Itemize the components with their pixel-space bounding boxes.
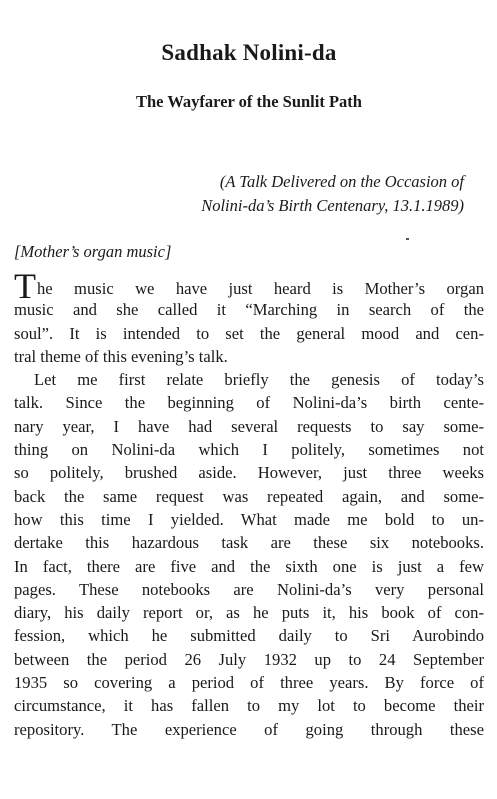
book-page [14, 0, 484, 799]
paragraph-2-line-7: how this time I yielded. What made me bold to un- [14, 509, 484, 529]
paragraph-2-line-4: thing on Nolini-da which I politely, sometimes not [14, 440, 484, 460]
paragraph-2-line-10: pages. These notebooks are Nolini-da’s very personal [14, 579, 484, 599]
print-speck [406, 238, 409, 240]
paragraph-1-line-4: tral theme of this evening’s talk. [14, 346, 228, 366]
paragraph-2-line-12: fession, which he submitted daily to Sri Aurobindo [14, 626, 484, 646]
occasion-note [14, 170, 464, 218]
paragraph-1-line-1: The music we have just heard is Mother’s organ [14, 266, 484, 306]
paragraph-1-line-3: soul”. It is intended to set the general mood and cen- [14, 323, 484, 343]
chapter-title: Sadhak Nolini-da [161, 40, 337, 65]
paragraph-2-line-3: nary year, I have had several requests to say some- [14, 416, 484, 436]
paragraph-1-line-2: music and she called it “Marching in search of the [14, 300, 484, 320]
occasion-line-2: Nolini-da’s Birth Centenary, 13.1.1989) [201, 196, 464, 215]
paragraph-2-line-11: diary, his daily report or, as he puts it, his book of con- [14, 603, 484, 623]
paragraph-2-line-1: Let me first relate briefly the genesis of today’s [34, 370, 484, 390]
paragraph-2-line-5: so politely, brushed aside. However, just three weeks [14, 463, 484, 483]
paragraph-2-line-15: circumstance, it has fallen to my lot to become their [14, 696, 484, 716]
paragraph-2-line-8: dertake this hazardous task are these six notebooks. [14, 533, 484, 553]
paragraph-2-line-13: between the period 26 July 1932 up to 24 September [14, 649, 484, 669]
paragraph-2-line-6: back the same request was repeated again, and some- [14, 486, 484, 506]
paragraph-2-line-14: 1935 so covering a period of three years. By force of [14, 673, 484, 693]
paragraph-2-line-16: repository. The experience of going through these [14, 719, 484, 739]
stage-direction: [Mother’s organ music] [14, 242, 172, 261]
paragraph-2-line-9: In fact, there are five and the sixth one is just a few [14, 556, 484, 576]
body-text [14, 266, 484, 741]
paragraph-2-line-2: talk. Since the beginning of Nolini-da’s birth cente- [14, 393, 484, 413]
chapter-subtitle: The Wayfarer of the Sunlit Path [136, 92, 362, 111]
occasion-line-1: (A Talk Delivered on the Occasion of [219, 172, 464, 191]
drop-cap: T [14, 266, 36, 306]
